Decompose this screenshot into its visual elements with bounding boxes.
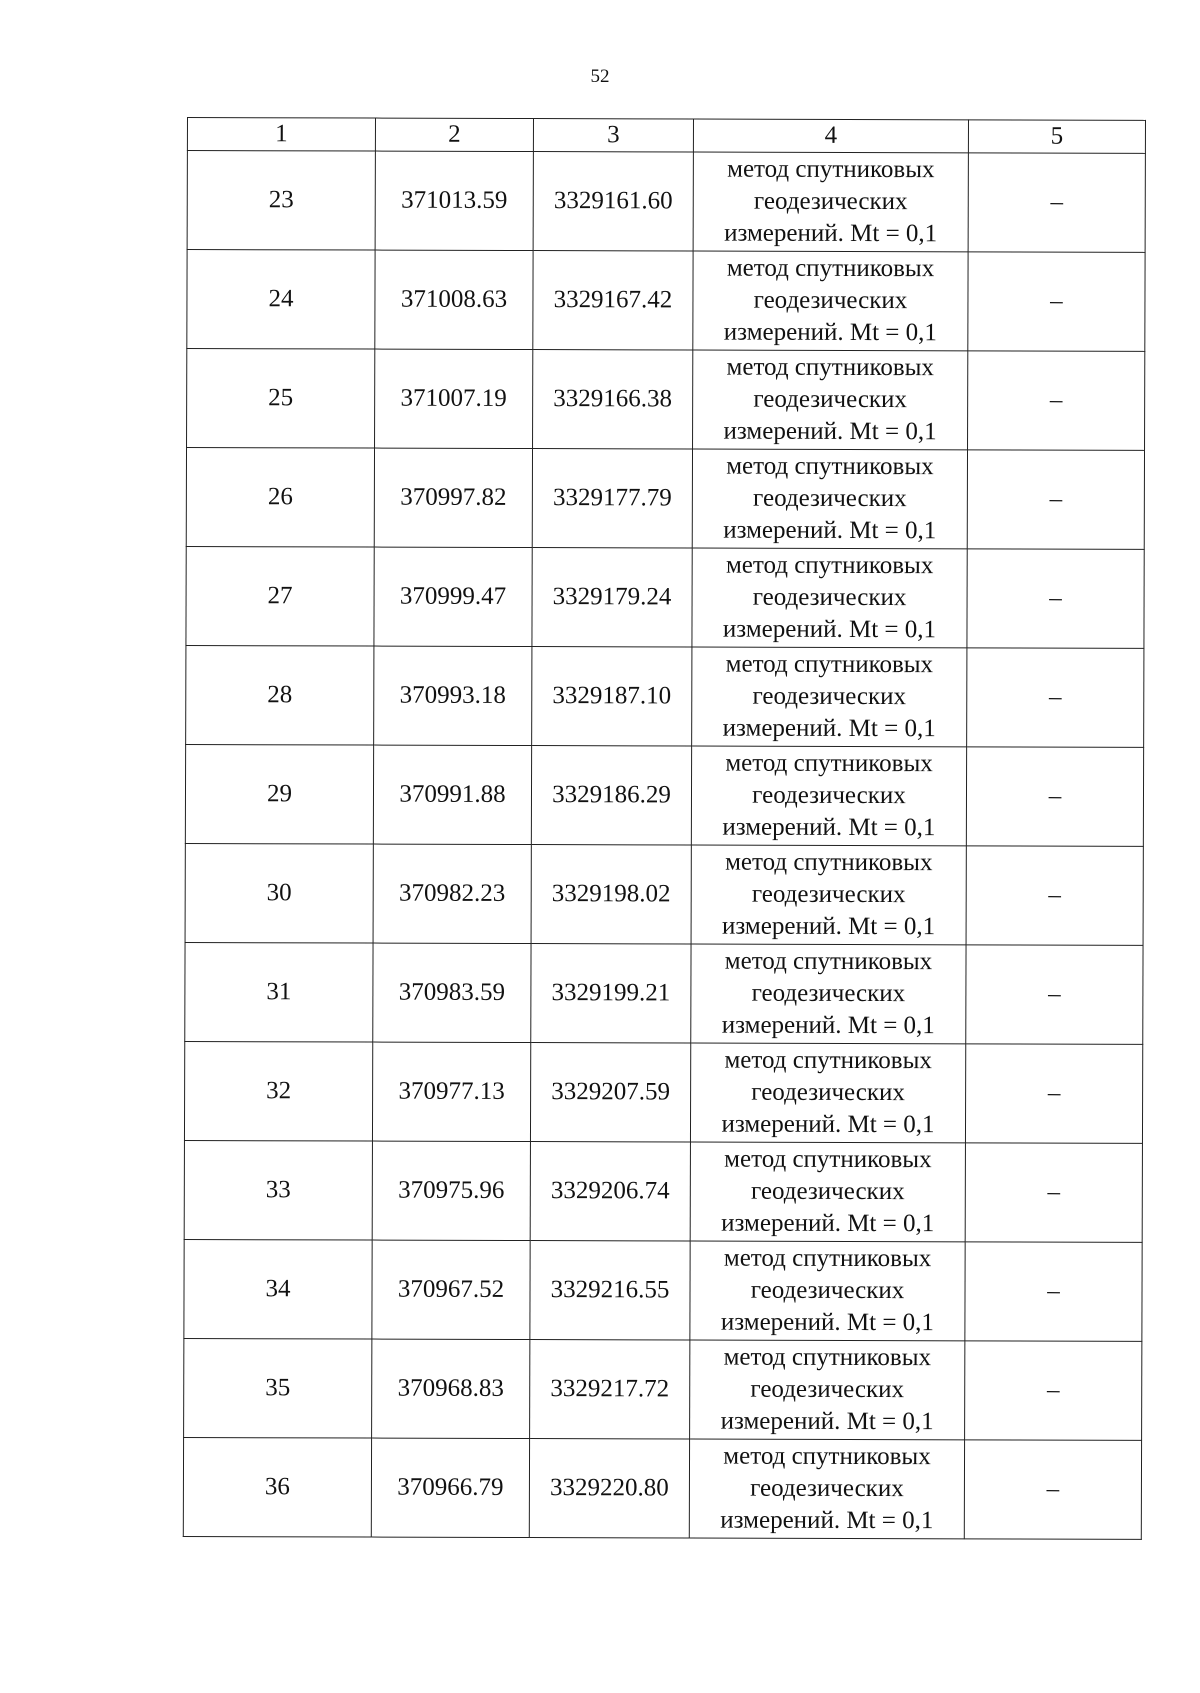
method-line: геодезических [753, 286, 908, 315]
method-line: измерений. Mt = 0,1 [720, 1506, 934, 1535]
y-coordinate-cell: 3329220.80 [529, 1439, 689, 1538]
header-cell-5: 5 [968, 120, 1145, 154]
method-line: метод спутниковых [724, 947, 933, 976]
note-cell: – [966, 846, 1143, 946]
method-line: геодезических [753, 484, 907, 513]
method-line: метод спутниковых [726, 254, 935, 283]
x-coordinate-cell: 370983.59 [373, 943, 531, 1042]
x-coordinate-cell: 371007.19 [375, 349, 533, 448]
method-line: метод спутниковых [725, 749, 933, 778]
table-row [186, 546, 1144, 648]
x-coordinate-cell: 370999.47 [374, 547, 532, 646]
table-row [184, 1338, 1142, 1440]
method-line: геодезических [750, 1474, 904, 1503]
y-coordinate-cell: 3329186.29 [531, 746, 691, 845]
table-header-row [187, 118, 1145, 154]
table-row [185, 744, 1143, 846]
table-row [186, 448, 1144, 550]
y-coordinate-cell: 3329207.59 [530, 1043, 690, 1142]
y-coordinate-cell: 3329206.74 [530, 1142, 690, 1241]
method-cell [690, 1340, 965, 1440]
method-line: измерений. Mt = 0,1 [720, 1308, 934, 1337]
point-number-cell: 25 [187, 349, 375, 449]
method-cell [690, 1241, 965, 1341]
point-number-cell: 30 [185, 843, 373, 943]
method-line: геодезических [752, 781, 906, 810]
x-coordinate-cell: 371013.59 [375, 151, 533, 250]
note-cell: – [965, 1341, 1142, 1441]
method-line: метод спутниковых [723, 1343, 932, 1372]
method-cell [691, 944, 966, 1044]
table-row [185, 942, 1143, 1044]
method-line: измерений. Mt = 0,1 [721, 1110, 935, 1139]
point-number-cell: 33 [184, 1140, 372, 1240]
page-number: 52 [590, 66, 610, 87]
header-cell-2: 2 [375, 118, 533, 151]
method-line: измерений. Mt = 0,1 [723, 417, 937, 446]
x-coordinate-cell: 370997.82 [374, 448, 532, 547]
coordinates-table [183, 117, 1146, 1540]
method-line: измерений. Mt = 0,1 [721, 1209, 935, 1238]
note-cell: – [965, 1143, 1142, 1243]
header-cell-1: 1 [187, 118, 375, 152]
method-line: измерений. Mt = 0,1 [722, 714, 936, 743]
point-number-cell: 29 [185, 744, 373, 844]
table-row [183, 1437, 1141, 1539]
method-line: метод спутниковых [725, 551, 934, 580]
method-line: метод спутниковых [723, 1244, 932, 1273]
method-cell [692, 647, 967, 747]
y-coordinate-cell: 3329198.02 [531, 845, 691, 944]
point-number-cell: 32 [184, 1041, 372, 1141]
x-coordinate-cell: 370968.83 [372, 1339, 530, 1438]
table-row [184, 1239, 1142, 1341]
method-line: геодезических [751, 880, 906, 909]
point-number-cell: 28 [186, 645, 374, 745]
y-coordinate-cell: 3329167.42 [533, 251, 693, 350]
table-row [187, 250, 1145, 352]
y-coordinate-cell: 3329217.72 [530, 1340, 690, 1439]
note-cell: – [965, 1044, 1142, 1144]
header-cell-3: 3 [533, 119, 693, 152]
note-cell: – [964, 1440, 1141, 1540]
method-line: геодезических [750, 1177, 905, 1206]
point-number-cell: 35 [184, 1338, 372, 1438]
method-line: геодезических [752, 682, 907, 711]
y-coordinate-cell: 3329199.21 [531, 944, 691, 1043]
note-cell: – [967, 549, 1144, 649]
method-line: геодезических [752, 583, 907, 612]
method-line: измерений. Mt = 0,1 [721, 1011, 935, 1040]
table-row [187, 349, 1145, 451]
point-number-cell: 31 [185, 942, 373, 1042]
method-line: геодезических [753, 385, 908, 414]
method-line: измерений. Mt = 0,1 [720, 1407, 934, 1436]
method-line: геодезических [751, 979, 906, 1008]
x-coordinate-cell: 370966.79 [371, 1438, 529, 1537]
x-coordinate-cell: 371008.63 [375, 250, 533, 349]
method-line: измерений. Mt = 0,1 [723, 318, 937, 347]
x-coordinate-cell: 370991.88 [373, 745, 531, 844]
x-coordinate-cell: 370982.23 [373, 844, 531, 943]
method-line: измерений. Mt = 0,1 [722, 912, 936, 941]
method-line: измерений. Mt = 0,1 [722, 813, 936, 842]
x-coordinate-cell: 370993.18 [374, 646, 532, 745]
table-row [186, 645, 1144, 747]
note-cell: – [966, 945, 1143, 1045]
point-number-cell: 23 [187, 151, 375, 251]
header-cell-4: 4 [693, 119, 968, 153]
x-coordinate-cell: 370977.13 [372, 1042, 530, 1141]
note-cell: – [967, 648, 1144, 748]
table-row [187, 151, 1145, 253]
point-number-cell: 26 [186, 448, 374, 548]
note-cell: – [968, 153, 1145, 253]
note-cell: – [967, 450, 1144, 550]
y-coordinate-cell: 3329187.10 [532, 647, 692, 746]
method-cell [691, 845, 966, 945]
y-coordinate-cell: 3329166.38 [533, 350, 693, 449]
method-cell [690, 1142, 965, 1242]
method-cell [692, 548, 967, 648]
method-line: метод спутниковых [723, 1442, 931, 1471]
method-line: метод спутниковых [726, 452, 934, 481]
point-number-cell: 36 [183, 1437, 371, 1537]
method-line: измерений. Mt = 0,1 [723, 516, 937, 545]
note-cell: – [966, 747, 1143, 847]
method-cell [693, 152, 968, 252]
method-line: метод спутниковых [725, 848, 933, 877]
method-cell [693, 350, 968, 450]
method-line: метод спутниковых [724, 1046, 932, 1075]
table-body [183, 118, 1145, 1540]
note-cell: – [968, 351, 1145, 451]
method-cell [693, 251, 968, 351]
point-number-cell: 24 [187, 250, 375, 350]
table-row [184, 1041, 1142, 1143]
method-line: геодезических [750, 1276, 905, 1305]
table-row [185, 843, 1143, 945]
y-coordinate-cell: 3329216.55 [530, 1241, 690, 1340]
note-cell: – [965, 1242, 1142, 1342]
method-line: метод спутниковых [726, 353, 935, 382]
point-number-cell: 34 [184, 1239, 372, 1339]
method-line: геодезических [753, 187, 908, 216]
method-line: измерений. Mt = 0,1 [722, 615, 937, 644]
note-cell: – [968, 252, 1145, 352]
method-cell [690, 1043, 965, 1143]
method-cell [692, 449, 967, 549]
method-cell [691, 746, 966, 846]
method-line: метод спутниковых [725, 650, 934, 679]
y-coordinate-cell: 3329179.24 [532, 548, 692, 647]
method-line: метод спутниковых [727, 155, 935, 184]
y-coordinate-cell: 3329161.60 [533, 152, 693, 251]
x-coordinate-cell: 370975.96 [372, 1141, 530, 1240]
y-coordinate-cell: 3329177.79 [532, 449, 692, 548]
method-line: метод спутниковых [724, 1145, 932, 1174]
method-cell [689, 1439, 964, 1539]
method-line: геодезических [750, 1375, 905, 1404]
point-number-cell: 27 [186, 546, 374, 646]
x-coordinate-cell: 370967.52 [372, 1240, 530, 1339]
method-line: геодезических [751, 1078, 905, 1107]
method-line: измерений. Mt = 0,1 [724, 219, 938, 248]
table-row [184, 1140, 1142, 1242]
